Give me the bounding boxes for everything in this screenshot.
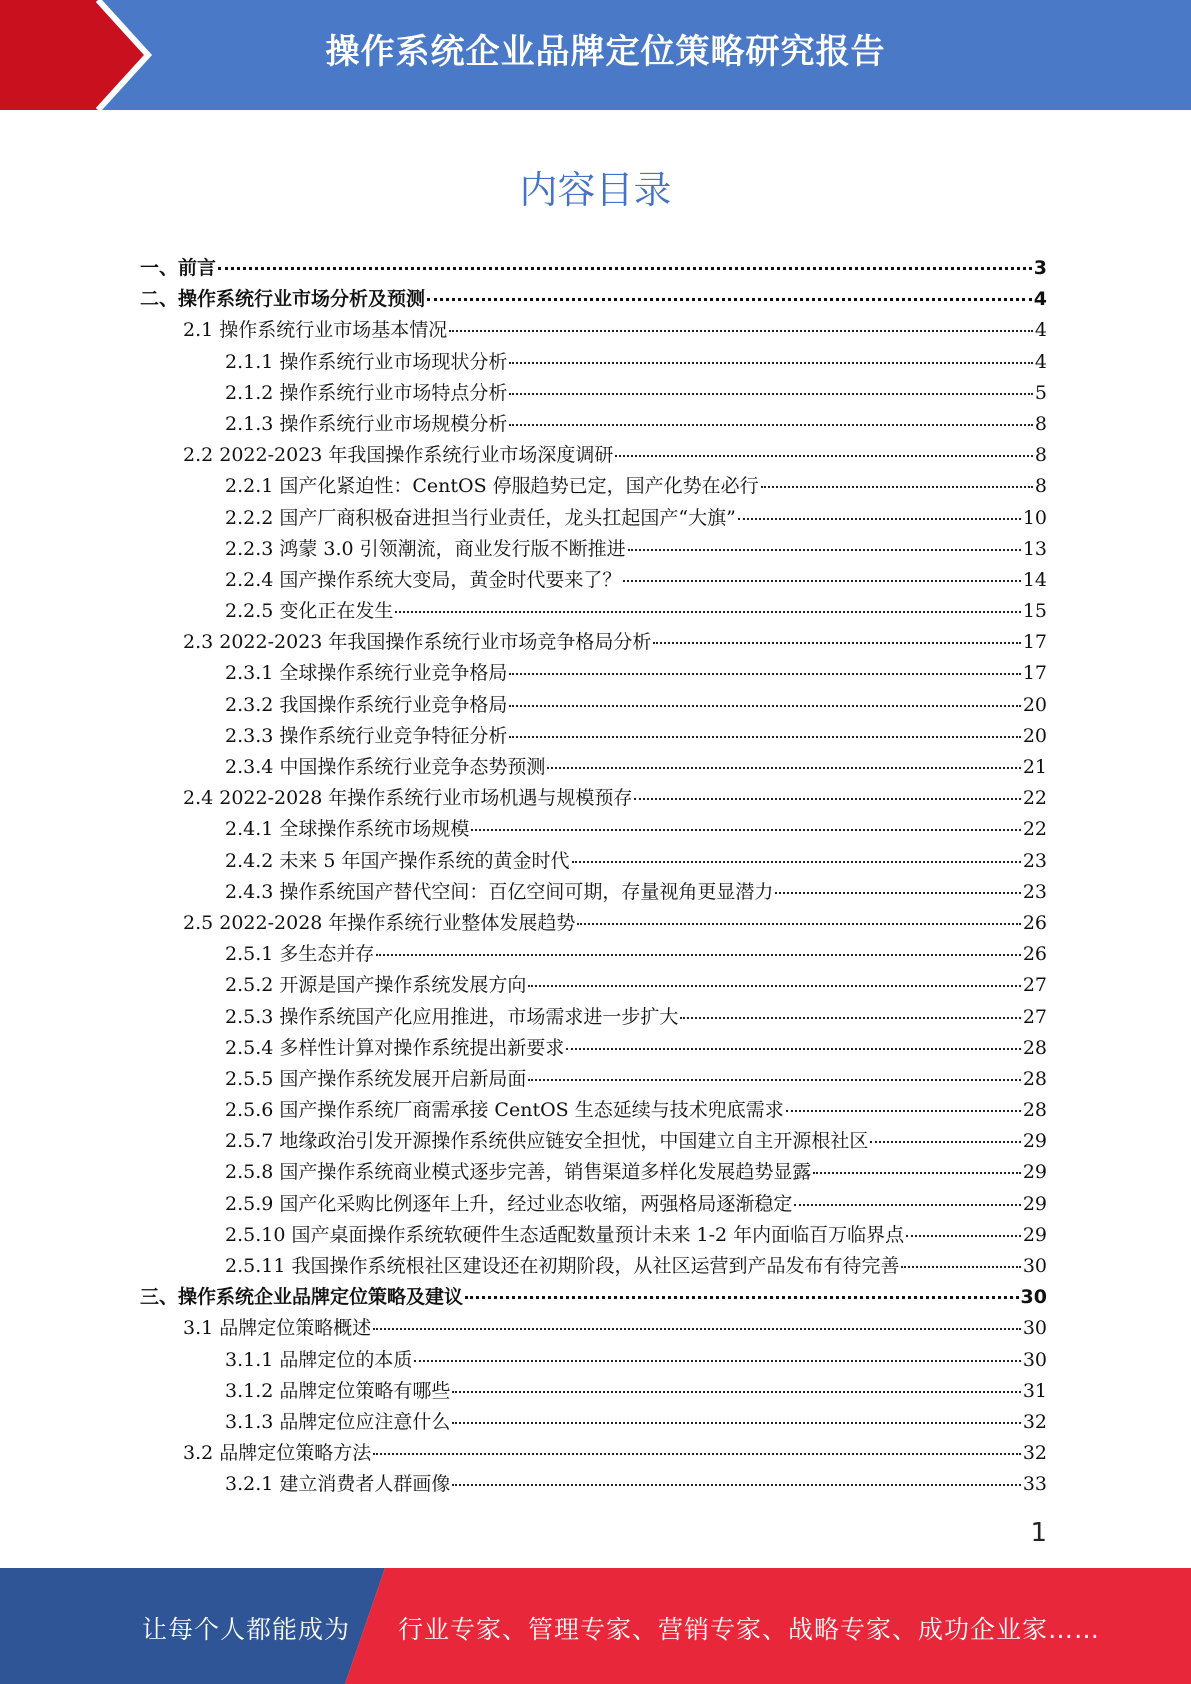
toc-entry[interactable] (140, 1407, 1047, 1438)
toc-dot-leader (373, 1328, 1021, 1330)
toc-entry-page: 4 (1033, 288, 1047, 311)
toc-entry[interactable] (140, 658, 1047, 689)
toc-entry-page: 5 (1034, 381, 1047, 404)
toc-entry-page: 8 (1034, 412, 1047, 435)
toc-entry-page: 29 (1022, 1161, 1047, 1184)
toc-dot-leader (376, 954, 1020, 956)
toc-entry-page: 27 (1022, 1005, 1047, 1028)
toc-entry-page: 20 (1022, 693, 1047, 716)
toc-entry[interactable] (140, 877, 1047, 908)
toc-dot-leader (509, 362, 1033, 364)
toc-entry-page: 8 (1034, 444, 1047, 467)
toc-entry-page: 4 (1034, 319, 1047, 342)
toc-entry[interactable] (140, 284, 1047, 315)
toc-entry-label: 2.2.5 变化正在发生 (225, 600, 394, 623)
toc-entry[interactable] (140, 752, 1047, 783)
toc-entry[interactable] (140, 939, 1047, 970)
toc-dot-leader (509, 673, 1020, 675)
toc-entry-page: 3 (1033, 257, 1047, 279)
toc-entry[interactable] (140, 1251, 1047, 1282)
toc-entry[interactable] (140, 846, 1047, 877)
toc-entry-page: 26 (1022, 911, 1047, 934)
toc-entry-label: 2.1.3 操作系统行业市场规模分析 (225, 412, 508, 435)
footer-slogan-left: 让每个人都能成为 (142, 1615, 351, 1644)
toc-entry-page: 32 (1022, 1410, 1047, 1433)
table-of-contents (140, 253, 1047, 1501)
toc-dot-leader (509, 736, 1020, 738)
toc-entry-page: 8 (1034, 475, 1047, 498)
toc-entry[interactable] (140, 690, 1047, 721)
toc-dot-leader (870, 1141, 1020, 1143)
toc-entry[interactable] (140, 627, 1047, 658)
toc-entry[interactable] (140, 565, 1047, 596)
toc-dot-leader (738, 518, 1021, 520)
toc-dot-leader (794, 1204, 1020, 1206)
toc-dot-leader (395, 611, 1020, 613)
toc-dot-leader (373, 1453, 1021, 1455)
toc-entry-label: 2.4.3 操作系统国产替代空间：百亿空间可期，存量视角更显潜力 (225, 880, 774, 903)
toc-dot-leader (528, 1079, 1020, 1081)
toc-dot-leader (761, 486, 1033, 488)
toc-entry-label: 一、前言 (140, 257, 217, 279)
toc-entry-label: 2.5 2022-2028 年操作系统行业整体发展趋势 (183, 911, 576, 934)
toc-entry-page: 28 (1022, 1099, 1047, 1122)
toc-entry[interactable] (140, 1095, 1047, 1126)
toc-entry[interactable] (140, 1345, 1047, 1376)
toc-dot-leader (901, 1266, 1020, 1268)
toc-entry-label: 2.5.4 多样性计算对操作系统提出新要求 (225, 1036, 565, 1059)
toc-entry[interactable] (140, 1033, 1047, 1064)
toc-dot-leader (775, 892, 1020, 894)
toc-entry-label: 2.1.2 操作系统行业市场特点分析 (225, 381, 508, 404)
toc-entry-label: 2.5.2 开源是国产操作系统发展方向 (225, 974, 527, 997)
toc-entry-label: 2.2 2022-2023 年我国操作系统行业市场深度调研 (183, 444, 614, 467)
toc-dot-leader (471, 829, 1020, 831)
toc-entry-label: 2.5.11 我国操作系统根社区建设还在初期阶段，从社区运营到产品发布有待完善 (225, 1255, 900, 1277)
toc-entry[interactable] (140, 1469, 1047, 1500)
toc-entry-page: 29 (1022, 1223, 1047, 1246)
toc-entry[interactable] (140, 1064, 1047, 1095)
toc-entry-label: 2.4 2022-2028 年操作系统行业市场机遇与规模预存 (183, 787, 633, 810)
toc-entry-page: 29 (1022, 1192, 1047, 1215)
toc-entry-label: 2.2.4 国产操作系统大变局，黄金时代要来了？ (225, 568, 622, 591)
toc-entry[interactable] (140, 721, 1047, 752)
toc-dot-leader (572, 861, 1021, 863)
toc-dot-leader (906, 1235, 1021, 1237)
toc-dot-leader (628, 549, 1021, 551)
toc-entry-page: 29 (1022, 1130, 1047, 1153)
toc-entry[interactable] (140, 596, 1047, 627)
toc-entry-page: 28 (1022, 1067, 1047, 1090)
toc-entry-page: 30 (1022, 1317, 1047, 1340)
toc-entry[interactable] (140, 347, 1047, 378)
toc-entry-label: 3.2 品牌定位策略方法 (183, 1442, 372, 1465)
toc-dot-leader (623, 580, 1020, 582)
toc-entry-page: 13 (1022, 537, 1047, 560)
toc-dot-leader (813, 1172, 1020, 1174)
report-title: 操作系统企业品牌定位策略研究报告 (325, 32, 886, 72)
toc-entry-page: 14 (1022, 568, 1047, 591)
toc-entry[interactable] (140, 908, 1047, 939)
toc-entry-page: 30 (1022, 1348, 1047, 1371)
toc-dot-leader (427, 298, 1032, 301)
toc-entry-label: 2.4.2 未来 5 年国产操作系统的黄金时代 (225, 849, 570, 872)
toc-entry-page: 30 (1022, 1255, 1047, 1277)
toc-dot-leader (577, 923, 1020, 925)
toc-entry-label: 3.2.1 建立消费者人群画像 (225, 1473, 451, 1496)
toc-entry[interactable] (140, 814, 1047, 845)
toc-entry[interactable] (140, 315, 1047, 346)
toc-dot-leader (547, 767, 1020, 769)
toc-entry-page: 20 (1022, 724, 1047, 747)
toc-dot-leader (566, 1048, 1020, 1050)
toc-dot-leader (528, 985, 1020, 987)
toc-entry[interactable] (140, 1126, 1047, 1157)
toc-entry[interactable] (140, 1220, 1047, 1251)
toc-entry-label: 2.1.1 操作系统行业市场现状分析 (225, 350, 508, 373)
toc-dot-leader (509, 393, 1033, 395)
toc-entry-page: 32 (1022, 1442, 1047, 1465)
toc-entry-page: 22 (1022, 787, 1047, 810)
toc-dot-leader (509, 424, 1033, 426)
toc-dot-leader (653, 642, 1020, 644)
toc-entry-page: 23 (1022, 880, 1047, 903)
toc-entry[interactable] (140, 534, 1047, 565)
toc-entry[interactable] (140, 1438, 1047, 1469)
toc-heading: 内容目录 (519, 168, 672, 212)
toc-entry-page: 26 (1022, 943, 1047, 966)
toc-entry-label: 二、操作系统行业市场分析及预测 (140, 288, 426, 311)
toc-entry[interactable] (140, 1313, 1047, 1344)
toc-entry[interactable] (140, 440, 1047, 471)
toc-entry-page: 4 (1034, 350, 1047, 373)
toc-entry-page: 31 (1022, 1379, 1047, 1402)
toc-entry-label: 2.5.9 国产化采购比例逐年上升，经过业态收缩，两强格局逐渐稳定 (225, 1192, 793, 1215)
toc-entry-label: 2.2.3 鸿蒙 3.0 引领潮流，商业发行版不断推进 (225, 537, 626, 560)
toc-entry-page: 27 (1022, 974, 1047, 997)
toc-entry-label: 2.3.4 中国操作系统行业竞争态势预测 (225, 756, 546, 778)
page-number: 1 (1030, 1518, 1047, 1548)
toc-entry[interactable] (140, 253, 1047, 284)
toc-dot-leader (452, 1422, 1020, 1424)
toc-entry-label: 2.3.1 全球操作系统行业竞争格局 (225, 662, 508, 685)
toc-entry[interactable] (140, 1002, 1047, 1033)
toc-entry-page: 22 (1022, 818, 1047, 841)
toc-entry[interactable] (140, 409, 1047, 440)
toc-entry-label: 2.5.8 国产操作系统商业模式逐步完善，销售渠道多样化发展趋势显露 (225, 1161, 812, 1184)
toc-entry[interactable] (140, 1282, 1047, 1313)
toc-entry-page: 21 (1022, 756, 1047, 778)
toc-entry-page: 17 (1022, 662, 1047, 685)
toc-dot-leader (414, 1360, 1020, 1362)
toc-dot-leader (452, 1391, 1020, 1393)
footer-banner (0, 1568, 1191, 1684)
toc-dot-leader (634, 798, 1020, 800)
toc-dot-leader (680, 1017, 1020, 1019)
toc-dot-leader (786, 1110, 1021, 1112)
footer-slogan-right: 行业专家、管理专家、营销专家、战略专家、成功企业家…… (398, 1615, 1101, 1644)
toc-entry-label: 3.1 品牌定位策略概述 (183, 1317, 372, 1340)
toc-entry-page: 23 (1022, 849, 1047, 872)
toc-entry-page: 15 (1022, 600, 1047, 623)
toc-entry[interactable] (140, 970, 1047, 1001)
toc-dot-leader (509, 705, 1020, 707)
toc-entry[interactable] (140, 378, 1047, 409)
toc-entry-label: 2.2.1 国产化紧迫性：CentOS 停服趋势已定，国产化势在必行 (225, 475, 759, 498)
toc-entry[interactable] (140, 1376, 1047, 1407)
toc-entry-label: 3.1.2 品牌定位策略有哪些 (225, 1379, 451, 1402)
toc-entry[interactable] (140, 1157, 1047, 1188)
toc-entry-label: 3.1.1 品牌定位的本质 (225, 1348, 413, 1371)
toc-entry-page: 30 (1020, 1286, 1047, 1309)
toc-entry[interactable] (140, 783, 1047, 814)
toc-entry-label: 2.5.3 操作系统国产化应用推进，市场需求进一步扩大 (225, 1005, 679, 1028)
toc-entry-label: 三、操作系统企业品牌定位策略及建议 (140, 1286, 464, 1309)
toc-entry-label: 2.3.2 我国操作系统行业竞争格局 (225, 693, 508, 716)
toc-entry-label: 2.5.5 国产操作系统发展开启新局面 (225, 1067, 527, 1090)
header-banner (0, 0, 1191, 110)
toc-dot-leader (452, 1484, 1020, 1486)
toc-entry-label: 2.2.2 国产厂商积极奋进担当行业责任，龙头扛起国产“大旗” (225, 506, 736, 529)
toc-dot-leader (465, 1296, 1019, 1299)
toc-entry-page: 10 (1022, 506, 1047, 529)
toc-entry[interactable] (140, 1189, 1047, 1220)
toc-entry[interactable] (140, 471, 1047, 502)
toc-entry-label: 2.5.7 地缘政治引发开源操作系统供应链安全担忧，中国建立自主开源根社区 (225, 1130, 869, 1153)
toc-entry-label: 2.3.3 操作系统行业竞争特征分析 (225, 724, 508, 747)
toc-entry-label: 3.1.3 品牌定位应注意什么 (225, 1410, 451, 1433)
toc-entry-label: 2.5.6 国产操作系统厂商需承接 CentOS 生态延续与技术兜底需求 (225, 1099, 784, 1122)
toc-dot-leader (218, 267, 1032, 270)
toc-entry-label: 2.5.1 多生态并存 (225, 943, 375, 966)
toc-entry-page: 33 (1022, 1473, 1047, 1496)
toc-entry-label: 2.4.1 全球操作系统市场规模 (225, 818, 470, 841)
toc-dot-leader (615, 455, 1032, 457)
toc-entry-page: 28 (1022, 1036, 1047, 1059)
toc-entry-label: 2.3 2022-2023 年我国操作系统行业市场竞争格局分析 (183, 631, 652, 654)
toc-entry[interactable] (140, 503, 1047, 534)
toc-dot-leader (449, 330, 1033, 332)
toc-entry-label: 2.5.10 国产桌面操作系统软硬件生态适配数量预计未来 1-2 年内面临百万临界点 (225, 1223, 905, 1246)
toc-entry-label: 2.1 操作系统行业市场基本情况 (183, 319, 448, 342)
toc-entry-page: 17 (1022, 631, 1047, 654)
